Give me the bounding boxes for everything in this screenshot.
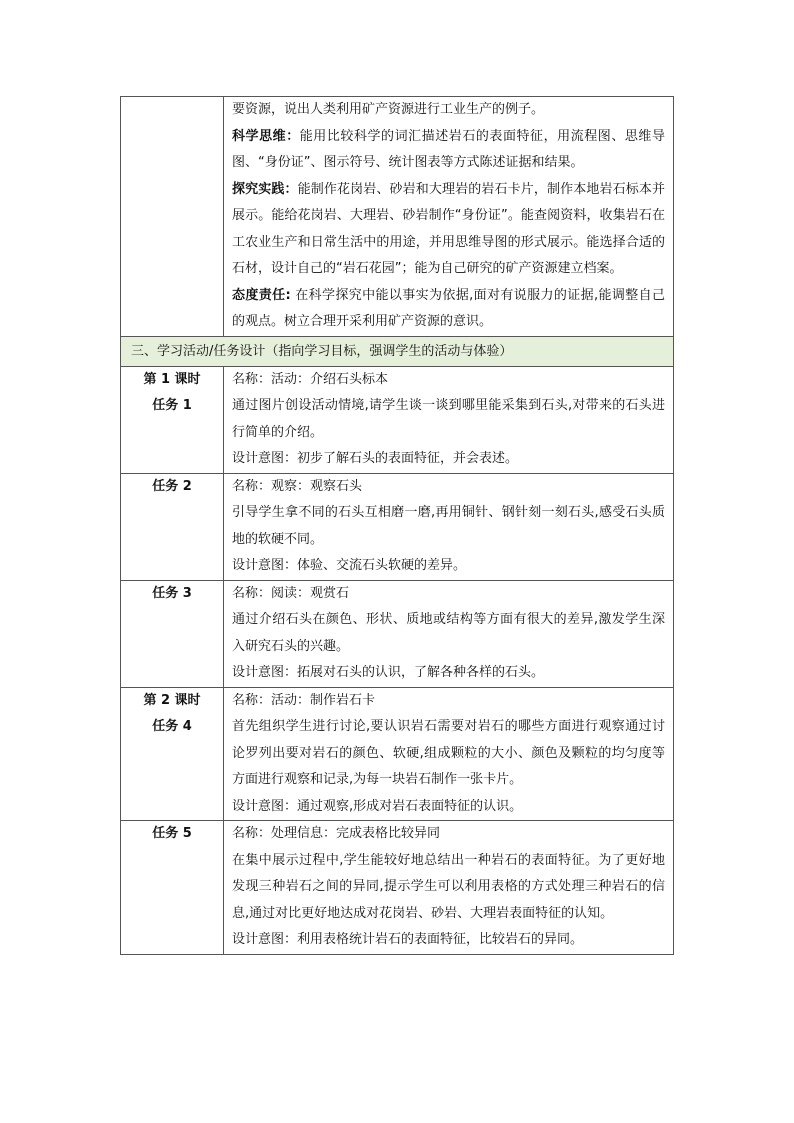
task-row <box>121 366 674 473</box>
task-content-cell <box>224 473 674 580</box>
task-label: 任务 5 <box>152 826 192 841</box>
task-name: 名称：活动：介绍石头标本 <box>232 371 389 387</box>
task-description: 通过介绍石头在颜色、形状、质地或结构等方面有很大的差异,激发学生深入研究石头的兴趣。 <box>232 612 665 654</box>
task-content-cell <box>224 821 674 955</box>
objectives-row <box>121 97 674 337</box>
inquiry-practice-text: 能制作花岗岩、砂岩和大理岩的岩石卡片，制作本地岩石标本并展示。能给花岗岩、大理岩、砂岩制作“身份证”。能查阅资料，收集岩石在工农业生产和日常生活中的用途，并用思维导图的形式展示。能选择合适的石材，设计自己的“岩石花园”；能为自己研究的矿产资源建立档案。 <box>232 181 665 276</box>
objectives-continued-text: 要资源，说出人类利用矿产资源进行工业生产的例子。 <box>232 102 545 117</box>
task-row <box>121 473 674 580</box>
lesson-plan-table <box>120 96 674 955</box>
task-content-cell <box>224 687 674 821</box>
objectives-label-cell <box>121 97 224 337</box>
task-label: 任务 4 <box>152 719 192 734</box>
science-thinking-paragraph <box>232 124 665 177</box>
task-name: 名称：处理信息：完成表格比较异同 <box>232 826 441 841</box>
attitude-title: 态度责任: <box>232 287 291 303</box>
task-label-cell <box>121 580 224 687</box>
task-name: 名称：观察：观察石头 <box>232 478 363 494</box>
task-name: 名称：活动：制作岩石卡 <box>232 692 376 708</box>
task-description: 通过图片创设活动情境,请学生谈一谈到哪里能采集到石头,对带来的石头进行简单的介绍。 <box>232 398 665 440</box>
task-content-cell <box>224 366 674 473</box>
task-name: 名称：阅读：观赏石 <box>232 585 350 601</box>
science-thinking-title: 科学思维： <box>232 128 300 144</box>
task-label-cell <box>121 473 224 580</box>
section-header: 三、学习活动/任务设计（指向学习目标，强调学生的活动与体验） <box>121 336 674 366</box>
task-label: 任务 2 <box>152 478 192 494</box>
task-label-cell <box>121 366 224 473</box>
task-row <box>121 580 674 687</box>
task-row <box>121 687 674 821</box>
objectives-cell <box>224 97 674 337</box>
task-intent: 设计意图：体验、交流石头软硬的差异。 <box>232 558 467 573</box>
task-label-cell <box>121 687 224 821</box>
task-label: 任务 3 <box>152 585 192 601</box>
task-intent: 设计意图：通过观察,形成对岩石表面特征的认识。 <box>232 798 523 814</box>
task-description: 引导学生拿不同的石头互相磨一磨,再用铜针、钢针刻一刻石头,感受石头质地的软硬不同。 <box>232 505 665 547</box>
lesson-label: 第 2 课时 <box>143 692 201 708</box>
lesson-label: 第 1 课时 <box>143 371 201 387</box>
attitude-paragraph <box>232 283 665 336</box>
science-thinking-text: 能用比较科学的词汇描述岩石的表面特征，用流程图、思维导图、“身份证”、图示符号、统计图表等方式陈述证据和结果。 <box>232 128 665 170</box>
task-row <box>121 821 674 955</box>
attitude-text: 在科学探究中能以事实为依据,面对有说服力的证据,能调整自己的观点。树立合理开采利用矿产资源的意识。 <box>232 287 665 329</box>
task-intent: 设计意图：初步了解石头的表面特征，并会表述。 <box>232 451 519 466</box>
task-content-cell <box>224 580 674 687</box>
task-label: 任务 1 <box>152 398 192 413</box>
task-label-cell <box>121 821 224 955</box>
task-description: 首先组织学生进行讨论,要认识岩石需要对岩石的哪些方面进行观察通过讨论罗列出要对岩石的颜色、软硬,组成颗粒的大小、颜色及颗粒的均匀度等方面进行观察和记录,为每一块岩石制作一张卡片。 <box>232 719 665 787</box>
inquiry-practice-title: 探究实践： <box>232 181 298 197</box>
task-intent: 设计意图：拓展对石头的认识，了解各种各样的石头。 <box>232 665 545 680</box>
inquiry-practice-paragraph <box>232 177 665 283</box>
task-intent: 设计意图：利用表格统计岩石的表面特征，比较岩石的异同。 <box>232 932 584 947</box>
task-description: 在集中展示过程中,学生能较好地总结出一种岩石的表面特征。为了更好地发现三种岩石之间的异同,提示学生可以利用表格的方式处理三种岩石的信息,通过对比更好地达成对花岗岩、砂岩、大理岩表面特征的认知。 <box>232 852 665 921</box>
section-header-row <box>121 336 674 366</box>
